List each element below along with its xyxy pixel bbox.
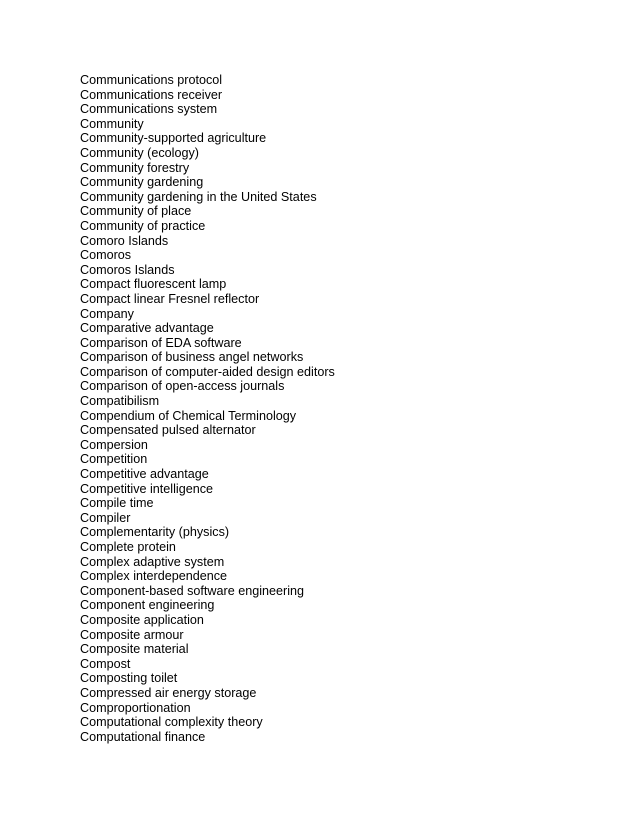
term-item: Compost <box>80 656 131 671</box>
term-item: Compatibilism <box>80 394 160 409</box>
term-item: Comparison of computer-aided design editors <box>80 364 335 379</box>
term-item: Composite application <box>80 612 204 627</box>
term-item: Community <box>80 116 144 131</box>
term-item: Compressed air energy storage <box>80 685 257 700</box>
term-item: Compensated pulsed alternator <box>80 423 256 438</box>
term-item: Computational complexity theory <box>80 715 263 730</box>
term-item: Comparison of business angel networks <box>80 350 304 365</box>
term-item: Comoros Islands <box>80 262 175 277</box>
term-item: Community forestry <box>80 160 190 175</box>
term-item: Compendium of Chemical Terminology <box>80 408 297 423</box>
term-item: Community gardening <box>80 175 204 190</box>
term-item: Comoro Islands <box>80 233 169 248</box>
term-item: Compact fluorescent lamp <box>80 277 227 292</box>
term-item: Compile time <box>80 496 154 511</box>
term-item: Company <box>80 306 134 321</box>
term-item: Competition <box>80 452 148 467</box>
term-item: Comoros <box>80 248 132 263</box>
term-item: Comparative advantage <box>80 321 214 336</box>
term-item: Comparison of open-access journals <box>80 379 285 394</box>
term-item: Community of place <box>80 204 192 219</box>
term-item: Complete protein <box>80 540 176 554</box>
term-item: Community of practice <box>80 218 206 233</box>
term-item: Complex interdependence <box>80 569 228 584</box>
term-item: Competitive advantage <box>80 467 209 482</box>
term-item: Communications system <box>80 102 218 117</box>
term-item: Comparison of EDA software <box>80 335 242 350</box>
term-item: Complex adaptive system <box>80 554 225 569</box>
term-item: Computational finance <box>80 729 206 744</box>
term-item: Communications receiver <box>80 87 223 102</box>
term-item: Comproportionation <box>80 700 191 715</box>
term-item: Component-based software engineering <box>80 583 305 598</box>
term-item: Compersion <box>80 437 148 452</box>
term-item: Community-supported agriculture <box>80 131 267 146</box>
term-item: Compiler <box>80 510 131 525</box>
term-item: Component engineering <box>80 598 215 613</box>
term-item: Compact linear Fresnel reflector <box>80 291 260 306</box>
term-item: Community (ecology) <box>80 145 199 160</box>
term-item: Complementarity (physics) <box>80 525 230 540</box>
term-item: Composting toilet <box>80 671 178 686</box>
term-item: Competitive intelligence <box>80 481 214 496</box>
term-item: Communications protocol <box>80 73 223 87</box>
term-item: Composite material <box>80 642 189 657</box>
term-item: Community gardening in the United States <box>80 189 317 204</box>
term-item: Composite armour <box>80 627 184 642</box>
term-list <box>80 73 335 744</box>
